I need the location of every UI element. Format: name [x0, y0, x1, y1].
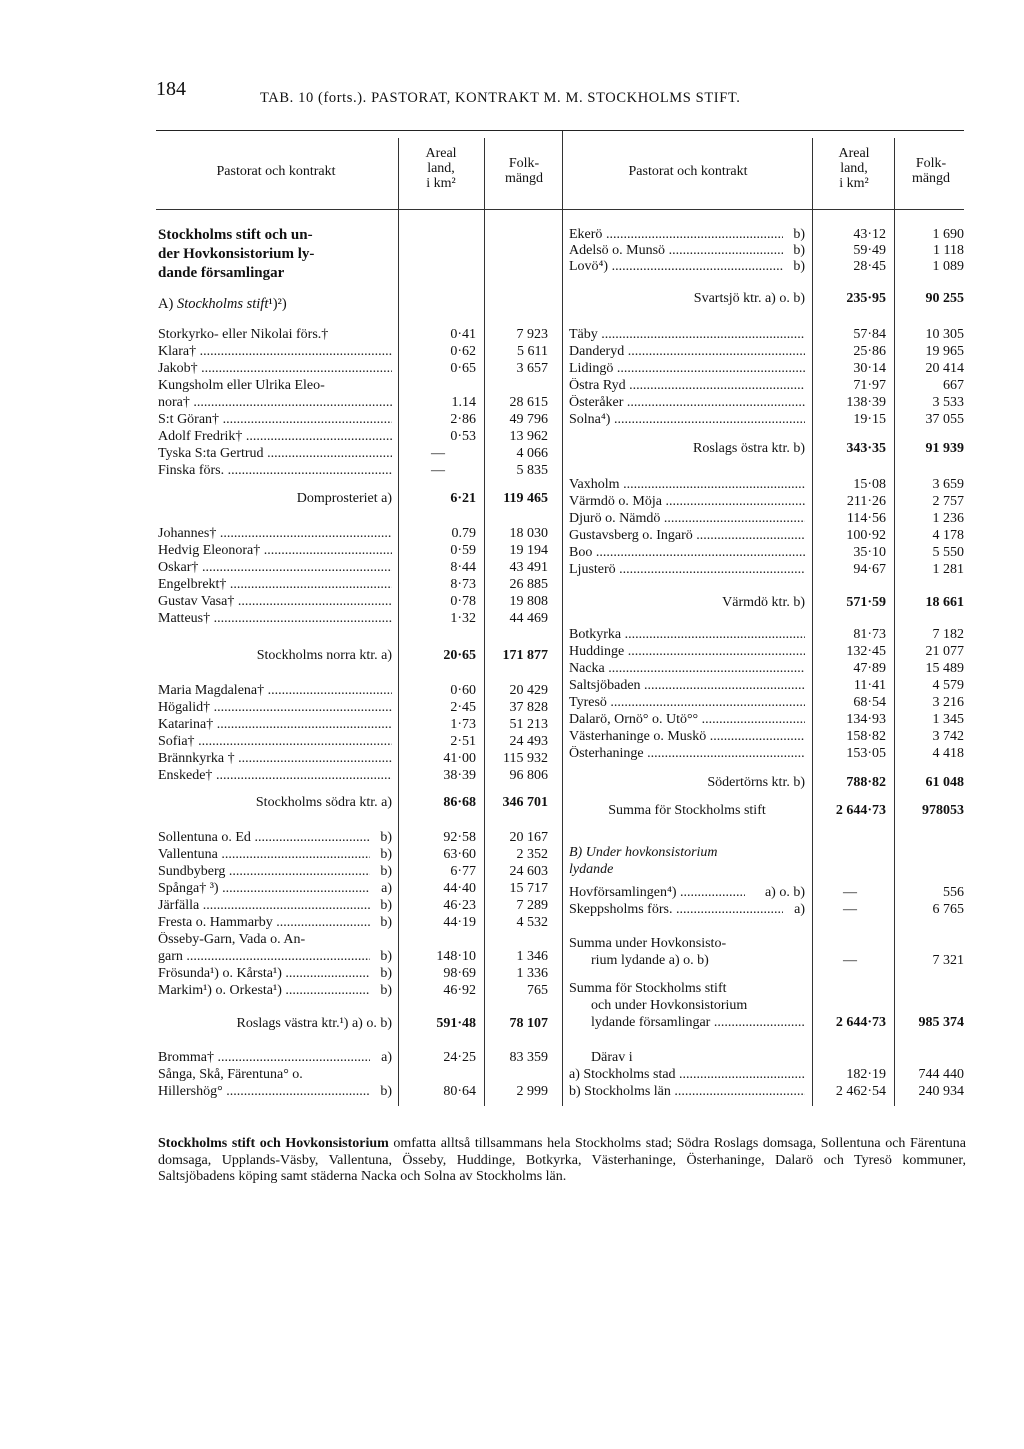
population-value: 13 962 — [509, 429, 548, 444]
area-value: 6·77 — [450, 864, 476, 879]
row-label: Vaxholm ..... — [569, 477, 805, 492]
population-value: 240 934 — [918, 1084, 964, 1099]
row-label: Ekerö ..... — [569, 227, 783, 242]
column-rule — [894, 138, 895, 1106]
header-folk-right: Folk- mängd — [911, 156, 951, 186]
row-suffix: a) — [381, 881, 392, 896]
population-value: 1 690 — [932, 227, 964, 242]
row-suffix: b) — [380, 949, 392, 964]
row-label: Klara† ..... — [158, 344, 392, 359]
area-value: 138·39 — [846, 395, 886, 410]
row-suffix: b) — [380, 1084, 392, 1099]
area-value: — — [431, 446, 445, 461]
population-value: 7 923 — [516, 327, 548, 342]
population-value: 2 999 — [516, 1084, 548, 1099]
area-value: 24·25 — [443, 1050, 476, 1065]
area-value: 28·45 — [853, 259, 886, 274]
area-value: 235·95 — [846, 291, 886, 306]
row-label: Lidingö ..... — [569, 361, 805, 376]
population-value: 18 661 — [925, 595, 964, 610]
row-label: Solna⁴) ..... — [569, 412, 805, 427]
row-label: Östra Ryd ..... — [569, 378, 805, 393]
row-label: Gustavsberg o. Ingarö ..... — [569, 528, 805, 543]
population-value: 19 194 — [509, 543, 548, 558]
row-label: Adolf Fredrik† ..... — [158, 429, 392, 444]
area-value: 2·45 — [450, 700, 476, 715]
row-label: nora† ..... — [158, 395, 392, 410]
row-label: Danderyd ..... — [569, 344, 805, 359]
area-value: 571·59 — [846, 595, 886, 610]
area-value: 19·15 — [853, 412, 886, 427]
area-value: 0.79 — [451, 526, 476, 541]
subsection-title: A) Stockholms stift¹)²) — [158, 296, 287, 312]
area-value: — — [843, 885, 857, 900]
population-value: 3 533 — [932, 395, 964, 410]
area-value: 15·08 — [853, 477, 886, 492]
population-value: 1 236 — [932, 511, 964, 526]
row-label: Össeby-Garn, Vada o. An- — [158, 932, 306, 947]
row-suffix: b) — [793, 227, 805, 242]
row-suffix: b) — [380, 898, 392, 913]
population-value: 78 107 — [509, 1016, 548, 1031]
area-value: 25·86 — [853, 344, 886, 359]
header-areal-right: Areal land, i km² — [838, 146, 870, 191]
population-value: 28 615 — [509, 395, 548, 410]
column-rule — [562, 131, 563, 1106]
population-value: 90 255 — [925, 291, 964, 306]
subtotal-label: Södertörns ktr. b) — [707, 775, 805, 790]
area-value: — — [431, 463, 445, 478]
row-label: Adelsö o. Munsö ..... — [569, 243, 783, 258]
area-value: 86·68 — [443, 795, 476, 810]
area-value: 134·93 — [846, 712, 886, 727]
area-value: 47·89 — [853, 661, 886, 676]
population-value: 83 359 — [509, 1050, 548, 1065]
population-value: 49 796 — [509, 412, 548, 427]
area-value: 158·82 — [846, 729, 886, 744]
section-title: Stockholms stift och un- der Hovkonsistorium ly- dande församlingar — [158, 227, 315, 281]
area-value: 80·64 — [443, 1084, 476, 1099]
row-label: Hillershög° ..... — [158, 1084, 370, 1099]
area-value: — — [843, 953, 857, 968]
header-areal-left: Areal land, i km² — [425, 146, 457, 191]
area-value: 0·78 — [450, 594, 476, 609]
population-value: 4 532 — [516, 915, 548, 930]
row-label: Maria Magdalena† ..... — [158, 683, 392, 698]
row-label: Vallentuna ..... — [158, 847, 370, 862]
population-value: 5 611 — [517, 344, 548, 359]
population-value: 5 550 — [932, 545, 964, 560]
row-label: Hovförsamlingen⁴) ..... — [569, 885, 745, 900]
row-label: Summa under Hovkonsisto- — [569, 936, 727, 951]
population-value: 24 493 — [509, 734, 548, 749]
row-label: Djurö o. Nämdö ..... — [569, 511, 805, 526]
row-label: Gustav Vasa† ..... — [158, 594, 392, 609]
row-label: Dalarö, Ornö° o. Utö°° ..... — [569, 712, 805, 727]
row-suffix: b) — [380, 983, 392, 998]
area-value: 0·65 — [450, 361, 476, 376]
row-label: Summa för Stockholms stift — [569, 981, 727, 996]
area-value: 2·86 — [450, 412, 476, 427]
population-value: 7 289 — [516, 898, 548, 913]
population-value: 1 336 — [516, 966, 548, 981]
row-label: Lovö⁴) ..... — [569, 259, 783, 274]
area-value: 148·10 — [436, 949, 476, 964]
area-value: 343·35 — [846, 441, 886, 456]
row-label: a) Stockholms stad ..... — [569, 1067, 805, 1082]
page-number: 184 — [156, 78, 186, 100]
row-suffix: b) — [793, 243, 805, 258]
header-pastorat-right: Pastorat och kontrakt — [628, 164, 748, 179]
population-value: 985 374 — [918, 1015, 964, 1030]
row-label: Engelbrekt† ..... — [158, 577, 392, 592]
area-value: 182·19 — [846, 1067, 886, 1082]
population-value: 1 346 — [516, 949, 548, 964]
area-value: 20·65 — [443, 648, 476, 663]
population-value: 1 089 — [932, 259, 964, 274]
row-label: Ljusterö ..... — [569, 562, 805, 577]
area-value: 788·82 — [846, 775, 886, 790]
population-value: 3 657 — [516, 361, 548, 376]
row-suffix: b) — [380, 847, 392, 862]
area-value: 211·26 — [846, 494, 886, 509]
area-value: 46·92 — [443, 983, 476, 998]
population-value: 20 429 — [509, 683, 548, 698]
area-value: 59·49 — [853, 243, 886, 258]
column-rule — [484, 138, 485, 1106]
area-value: 81·73 — [853, 627, 886, 642]
area-value: 63·60 — [443, 847, 476, 862]
area-value: 41·00 — [443, 751, 476, 766]
area-value: 0·62 — [450, 344, 476, 359]
area-value: 100·92 — [846, 528, 886, 543]
column-rule — [812, 138, 813, 1106]
row-label: Österåker ..... — [569, 395, 805, 410]
area-value: — — [843, 902, 857, 917]
row-label: B) Under hovkonsistorium — [569, 845, 718, 860]
subtotal-label: Värmdö ktr. b) — [722, 595, 805, 610]
row-label: Sofia† ..... — [158, 734, 392, 749]
row-label: Brännkyrka † ..... — [158, 751, 392, 766]
row-label: Katarina† ..... — [158, 717, 392, 732]
row-label: Österhaninge ..... — [569, 746, 805, 761]
population-value: 96 806 — [509, 768, 548, 783]
subtotal-label: Domprosteriet a) — [296, 491, 392, 506]
area-value: 71·97 — [853, 378, 886, 393]
row-label: Kungsholm eller Ulrika Eleo- — [158, 378, 325, 393]
subtotal-label: Stockholms norra ktr. a) — [256, 648, 392, 663]
population-value: 19 808 — [509, 594, 548, 609]
population-value: 5 835 — [516, 463, 548, 478]
area-value: 8·73 — [450, 577, 476, 592]
area-value: 132·45 — [846, 644, 886, 659]
row-label: Högalid† ..... — [158, 700, 392, 715]
population-value: 43 491 — [509, 560, 548, 575]
area-value: 591·48 — [436, 1016, 476, 1031]
area-value: 44·40 — [443, 881, 476, 896]
area-value: 11·41 — [853, 678, 886, 693]
row-label: garn ..... — [158, 949, 370, 964]
population-value: 556 — [943, 885, 964, 900]
row-label: Bromma† ..... — [158, 1050, 370, 1065]
population-value: 44 469 — [509, 611, 548, 626]
row-label: rium lydande a) o. b) — [591, 953, 709, 968]
row-label: Finska förs. ..... — [158, 463, 392, 478]
row-label: Hedvig Eleonora† ..... — [158, 543, 392, 558]
row-label: Därav i — [591, 1050, 633, 1065]
subtotal-label: Stockholms södra ktr. a) — [255, 795, 392, 810]
header-folk-left: Folk- mängd — [504, 156, 544, 186]
row-label: Sånga, Skå, Färentuna° o. — [158, 1067, 303, 1082]
row-label: Frösunda¹) o. Kårsta¹) ..... — [158, 966, 370, 981]
population-value: 15 717 — [509, 881, 548, 896]
population-value: 21 077 — [925, 644, 964, 659]
area-value: 2 644·73 — [835, 803, 886, 818]
top-rule — [156, 130, 964, 131]
population-value: 4 178 — [932, 528, 964, 543]
row-suffix: b) — [793, 259, 805, 274]
row-suffix: b) — [380, 864, 392, 879]
population-value: 978053 — [922, 803, 964, 818]
row-label: Skeppsholms förs. ..... — [569, 902, 783, 917]
area-value: 46·23 — [443, 898, 476, 913]
area-value: 35·10 — [853, 545, 886, 560]
subtotal-label: Svartsjö ktr. a) o. b) — [693, 291, 805, 306]
area-value: 98·69 — [443, 966, 476, 981]
row-suffix: a) o. b) — [764, 885, 805, 900]
row-label: Sollentuna o. Ed ..... — [158, 830, 370, 845]
row-label: Tyresö ..... — [569, 695, 805, 710]
area-value: 2 644·73 — [835, 1015, 886, 1030]
population-value: 115 932 — [503, 751, 548, 766]
row-label: Spånga† ³) ..... — [158, 881, 370, 896]
population-value: 4 418 — [932, 746, 964, 761]
row-label: Jakob† ..... — [158, 361, 392, 376]
population-value: 3 742 — [932, 729, 964, 744]
row-label: Botkyrka ..... — [569, 627, 805, 642]
row-suffix: a) — [794, 902, 805, 917]
area-value: 68·54 — [853, 695, 886, 710]
population-value: 4 579 — [932, 678, 964, 693]
area-value: 0·41 — [450, 327, 476, 342]
area-value: 43·12 — [853, 227, 886, 242]
row-label: Värmdö o. Möja ..... — [569, 494, 805, 509]
population-value: 2 352 — [516, 847, 548, 862]
population-value: 20 414 — [925, 361, 964, 376]
population-value: 744 440 — [918, 1067, 964, 1082]
row-label: Boo ..... — [569, 545, 805, 560]
area-value: 8·44 — [450, 560, 476, 575]
row-label: lydande — [569, 862, 614, 877]
area-value: 1·32 — [450, 611, 476, 626]
area-value: 114·56 — [846, 511, 886, 526]
area-value: 6·21 — [450, 491, 476, 506]
population-value: 2 757 — [932, 494, 964, 509]
row-label: Fresta o. Hammarby ..... — [158, 915, 370, 930]
area-value: 92·58 — [443, 830, 476, 845]
population-value: 37 828 — [509, 700, 548, 715]
population-value: 91 939 — [925, 441, 964, 456]
row-label: Tyska S:ta Gertrud ..... — [158, 446, 392, 461]
population-value: 51 213 — [509, 717, 548, 732]
row-label: Västerhaninge o. Muskö ..... — [569, 729, 805, 744]
row-label: S:t Göran† ..... — [158, 412, 392, 427]
population-value: 7 321 — [932, 953, 964, 968]
area-value: 1·73 — [450, 717, 476, 732]
row-label: lydande församlingar ..... — [591, 1015, 805, 1030]
area-value: 0·53 — [450, 429, 476, 444]
population-value: 4 066 — [516, 446, 548, 461]
subtotal-label: Roslags östra ktr. b) — [693, 441, 805, 456]
area-value: 0·59 — [450, 543, 476, 558]
row-label: Sundbyberg ..... — [158, 864, 370, 879]
subtotal-label: Summa för Stockholms stift — [608, 803, 766, 818]
population-value: 346 701 — [502, 795, 548, 810]
row-label: Markim¹) o. Orkesta¹) ..... — [158, 983, 370, 998]
area-value: 1.14 — [451, 395, 476, 410]
subtotal-label: Roslags västra ktr.¹) a) o. b) — [236, 1016, 392, 1031]
row-label: Matteus† ..... — [158, 611, 392, 626]
row-label: Enskede† ..... — [158, 768, 392, 783]
area-value: 30·14 — [853, 361, 886, 376]
row-label: b) Stockholms län ..... — [569, 1084, 805, 1099]
population-value: 6 765 — [932, 902, 964, 917]
row-label: Saltsjöbaden ..... — [569, 678, 805, 693]
population-value: 19 965 — [925, 344, 964, 359]
population-value: 7 182 — [932, 627, 964, 642]
area-value: 44·19 — [443, 915, 476, 930]
row-label: Storkyrko- eller Nikolai förs.† — [158, 327, 329, 342]
population-value: 15 489 — [925, 661, 964, 676]
column-rule — [398, 138, 399, 1106]
population-value: 20 167 — [509, 830, 548, 845]
area-value: 2·51 — [450, 734, 476, 749]
header-pastorat-left: Pastorat och kontrakt — [216, 164, 336, 179]
area-value: 94·67 — [853, 562, 886, 577]
row-label: Täby ..... — [569, 327, 805, 342]
row-label: Huddinge ..... — [569, 644, 805, 659]
population-value: 26 885 — [509, 577, 548, 592]
row-label: Johannes† ..... — [158, 526, 392, 541]
population-value: 24 603 — [509, 864, 548, 879]
population-value: 61 048 — [925, 775, 964, 790]
row-label: och under Hovkonsistorium — [591, 998, 748, 1013]
row-suffix: b) — [380, 915, 392, 930]
row-suffix: b) — [380, 966, 392, 981]
row-suffix: b) — [380, 830, 392, 845]
population-value: 119 465 — [503, 491, 548, 506]
footnote: Stockholms stift och Hovkonsistorium omfatta alltså tillsammans hela Stockholms stad; Södra Roslags domsaga, Sollentuna och Färentuna domsaga, Upplands-Väsby, Vallentuna, Össeby, Huddinge, Botkyrka, Västerhaninge, Österhaninge, Dalarö och Tyresö kommuner, Saltsjöbadens köping samt städerna Nacka och Solna av Stockholms län. — [158, 1136, 966, 1184]
population-value: 10 305 — [925, 327, 964, 342]
population-value: 765 — [527, 983, 548, 998]
area-value: 38·39 — [443, 768, 476, 783]
population-value: 1 118 — [933, 243, 964, 258]
area-value: 2 462·54 — [835, 1084, 886, 1099]
population-value: 1 281 — [932, 562, 964, 577]
population-value: 37 055 — [925, 412, 964, 427]
header-rule — [156, 209, 964, 210]
population-value: 667 — [943, 378, 964, 393]
row-label: Oskar† ..... — [158, 560, 392, 575]
population-value: 1 345 — [932, 712, 964, 727]
population-value: 3 659 — [932, 477, 964, 492]
area-value: 57·84 — [853, 327, 886, 342]
population-value: 18 030 — [509, 526, 548, 541]
population-value: 3 216 — [932, 695, 964, 710]
population-value: 171 877 — [502, 648, 548, 663]
area-value: 153·05 — [846, 746, 886, 761]
row-label: Järfälla ..... — [158, 898, 370, 913]
area-value: 0·60 — [450, 683, 476, 698]
page-title: TAB. 10 (forts.). PASTORAT, KONTRAKT M. M. STOCKHOLMS STIFT. — [260, 90, 741, 106]
row-label: Nacka ..... — [569, 661, 805, 676]
row-suffix: a) — [381, 1050, 392, 1065]
